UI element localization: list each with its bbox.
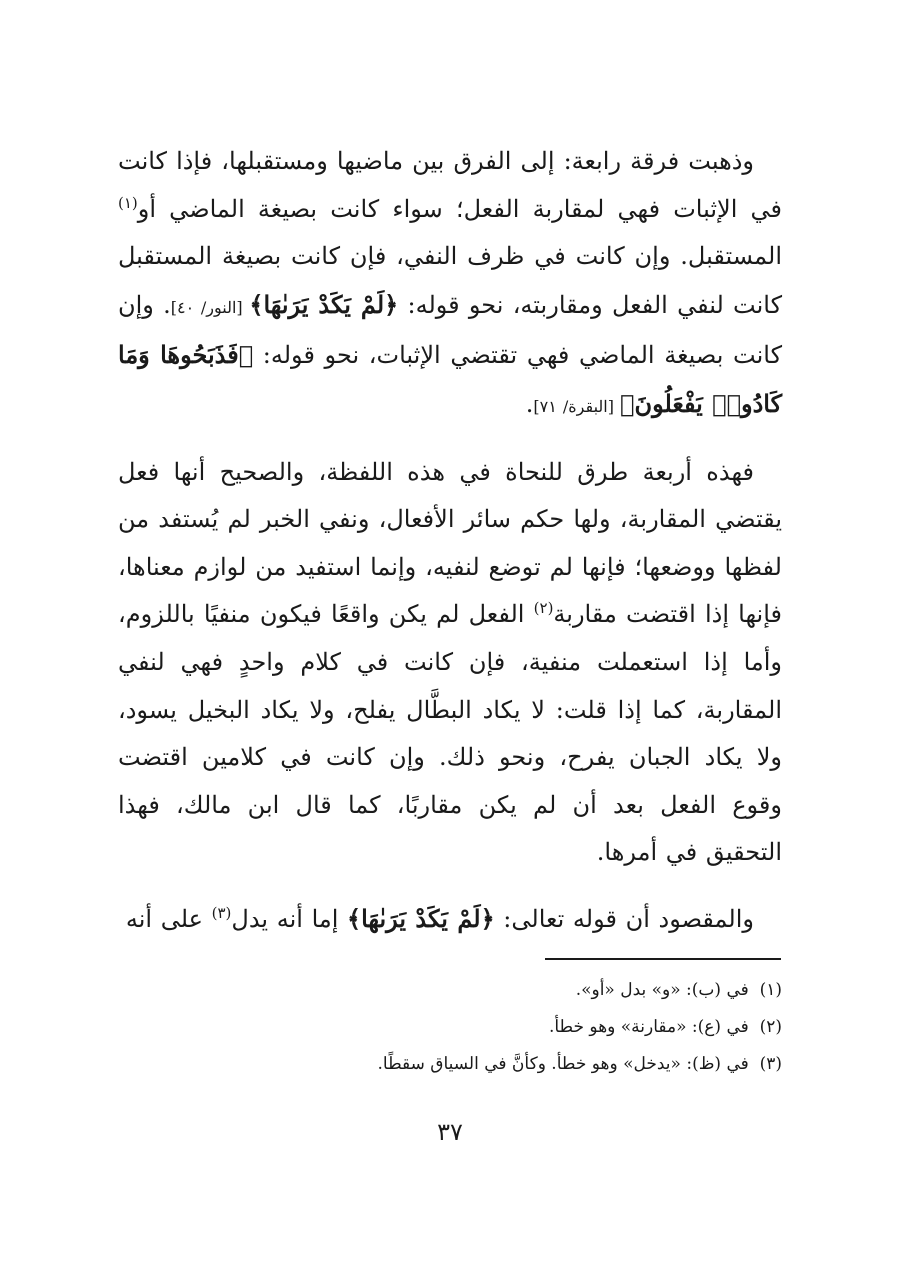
footnotes [118, 972, 782, 1083]
text-span: والمقصود أن قوله تعالى: [494, 904, 754, 933]
footnote-text: في (ظ): «يدخل» وهو خطأ. وكأنَّ في السياق سقطًا. [377, 1054, 749, 1074]
footnote-text: في (ب): «و» بدل «أو». [575, 980, 749, 1000]
text-span: . [525, 389, 534, 418]
surah-reference: [البقرة/ ٧١] [533, 396, 621, 416]
footnote-number: (١) [759, 980, 782, 1000]
footnote-marker-2[interactable]: (٢) [533, 599, 554, 618]
footnote-number: (٢) [759, 1017, 782, 1037]
text-span: على أنه [125, 904, 212, 933]
footnote-1 [118, 972, 782, 1009]
paragraph-3 [118, 895, 782, 944]
paragraph-2 [118, 449, 782, 877]
footnote-2 [118, 1009, 782, 1046]
text-span: فهذه أربعة طرق للنحاة في هذه اللفظة، والصحيح أنها فعل يقتضي المقاربة، ولها حكم سائر الأفعال، ونفي الخبر لم يُستفد من لفظها ووضعها؛ فإنها لم توضع لنفيه، وإنما استفيد من لوازم معناها، فإنها إذا اقتضت مقاربة [118, 457, 783, 629]
footnote-separator [545, 958, 781, 960]
text-span: المستقبل. وإن كانت في ظرف النفي، فإن كانت بصيغة المستقبل كانت لنفي الفعل ومقاربته، نحو قوله: [118, 242, 783, 319]
page-number: ٣٧ [437, 1118, 463, 1146]
main-text [118, 138, 782, 962]
quran-quote: ﴿فَذَبَحُوهَا وَمَا كَادُوا۟ يَفْعَلُونَ﴾ [118, 340, 782, 418]
footnote-3 [118, 1046, 782, 1083]
text-span: وذهبت فرقة رابعة: إلى الفرق بين ماضيها ومستقبلها، فإذا كانت في الإثبات فهي لمقاربة الفعل؛ سواء كانت بصيغة الماضي أو [118, 147, 782, 223]
footnote-marker-1[interactable]: (١) [118, 193, 138, 212]
footnote-number: (٣) [759, 1054, 782, 1074]
text-span: . وإن كانت بصيغة الماضي فهي تقتضي الإثبات، نحو قوله: [118, 290, 782, 370]
paragraph-1 [118, 138, 782, 431]
surah-reference: [النور/ ٤٠] [170, 297, 250, 317]
quran-quote: ﴿لَمْ يَكَدْ يَرَىٰهَا﴾ [347, 903, 495, 933]
quran-quote: ﴿لَمْ يَكَدْ يَرَىٰهَا﴾ [249, 289, 399, 319]
footnote-text: في (ع): «مقارنة» وهو خطأ. [548, 1017, 749, 1037]
footnote-marker-3[interactable]: (٣) [211, 903, 232, 922]
text-span: إما أنه يدل [231, 904, 348, 933]
text-span: الفعل لم يكن واقعًا فيكون منفيًا باللزوم، وأما إذا استعملت منفية، فإن كانت في كلام واحدٍ فهي لنفي المقاربة، كما إذا قلت: لا يكاد البطَّال يفلح، ولا يكاد البخيل يسود، ولا يكاد الجبان يفرح، ونحو ذلك. وإن كانت في كلامين اقتضت وقوع الفعل بعد أن لم يكن مقاربًا، كما قال ابن مالك، فهذا التحقيق في أمرها. [118, 600, 782, 867]
